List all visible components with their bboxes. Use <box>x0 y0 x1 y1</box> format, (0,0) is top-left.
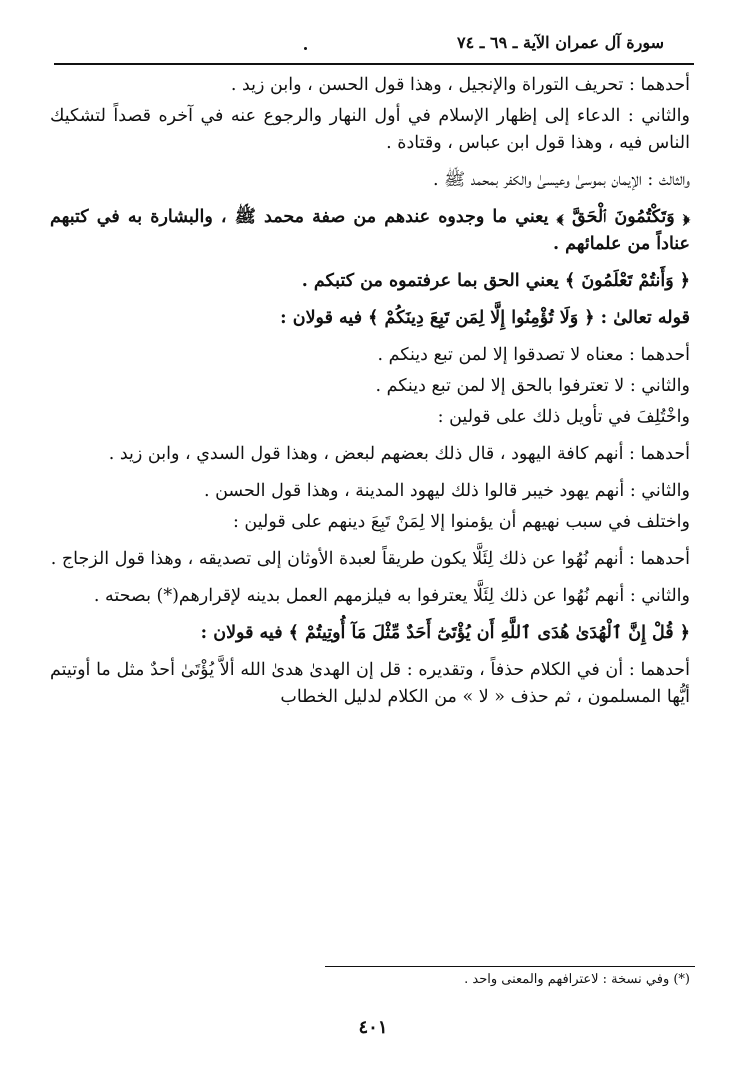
paragraph-13: أحدهما : أنهم نُهُوا عن ذلك لِئَلَّا يكون طريقاً لعبدة الأوثان إلى تصديقه ، وهذا قول الزجاج . <box>50 549 690 569</box>
running-title: سورة آل عمران الآية ـ ٦٩ ـ ٧٤ <box>456 33 664 52</box>
quran-verse-paragraph-6: قوله تعالىٰ : ﴿ وَلَا تُؤْمِنُوا إِلَّا لِمَن تَبِعَ دِينَكُمْ ﴾ فيه قولان : <box>280 308 690 328</box>
footnote-divider <box>325 966 695 967</box>
paragraph-9: واخْتُلِفَ في تأويل ذلك على قولين : <box>437 407 690 427</box>
paragraph-8: والثاني : لا تعترفوا بالحق إلا لمن تبع دينكم . <box>375 376 690 396</box>
header-dot <box>304 47 307 50</box>
running-header <box>54 33 664 52</box>
paragraph-12: واختلف في سبب نهيهم أن يؤمنوا إلا لِمَنْ تَبِعَ دينهم على قولين : <box>232 512 690 532</box>
paragraph-1: أحدهما : تحريف التوراة والإنجيل ، وهذا قول الحسن ، وابن زيد . <box>230 75 690 95</box>
quran-verse-paragraph-5: ﴿ وَأَنتُمْ تَعْلَمُونَ ﴾ يعني الحق بما عرفتموه من كتبكم . <box>301 271 690 291</box>
main-text <box>50 72 690 721</box>
quran-verse-paragraph-4: ﴿ وَتَكْتُمُونَ ٱلْحَقَّ ﴾ يعني ما وجدوه عندهم من صفة محمد ﷺ ، والبشارة به في كتبهم عناداً من علمائهم . <box>50 207 690 254</box>
page-number: ٤٠١ <box>358 1017 388 1038</box>
paragraph-2: والثاني : الدعاء إلى إظهار الإسلام في أول النهار والرجوع عنه في آخره قصداً لتشكيك الناس فيه ، وهذا قول ابن عباس ، وقتادة . <box>50 106 691 153</box>
paragraph-11: والثاني : أنهم يهود خيبر قالوا ذلك ليهود المدينة ، وهذا قول الحسن . <box>203 481 690 501</box>
footnote: (*) وفي نسخة : لاعترافهم والمعنى واحد . <box>464 972 690 987</box>
header-divider <box>54 63 694 65</box>
paragraph-7: أحدهما : معناه لا تصدقوا إلا لمن تبع دينكم . <box>377 345 690 365</box>
quran-verse-paragraph-15: ﴿ قُلْ إِنَّ ٱلْهُدَىٰ هُدَى ٱللَّهِ أَن يُؤْتَىٰٓ أَحَدٌ مِّثْلَ مَآ أُوتِيتُمْ ﴾ فيه قولان : <box>200 623 690 643</box>
paragraph-14: والثاني : أنهم نُهُوا عن ذلك لِئَلَّا يعترفوا به فيلزمهم العمل بدينه لإقرارهم(*) بصحته . <box>93 586 690 606</box>
paragraph-16: أحدهما : أن في الكلام حذفاً ، وتقديره : قل إن الهدىٰ هدىٰ الله ألاَّ يُؤْتَىٰ أحدٌ مثل ما أوتيتم أيُّها المسلمون ، ثم حذف « لا » من الكلام لدليل الخطاب <box>50 660 690 707</box>
paragraph-3: والثالث : الإيمان بموسىٰ وعيسىٰ والكفر بمحمد ﷺ . <box>432 170 690 190</box>
paragraph-10: أحدهما : أنهم كافة اليهود ، قال ذلك بعضهم لبعض ، وهذا قول السدي ، وابن زيد . <box>108 444 690 464</box>
